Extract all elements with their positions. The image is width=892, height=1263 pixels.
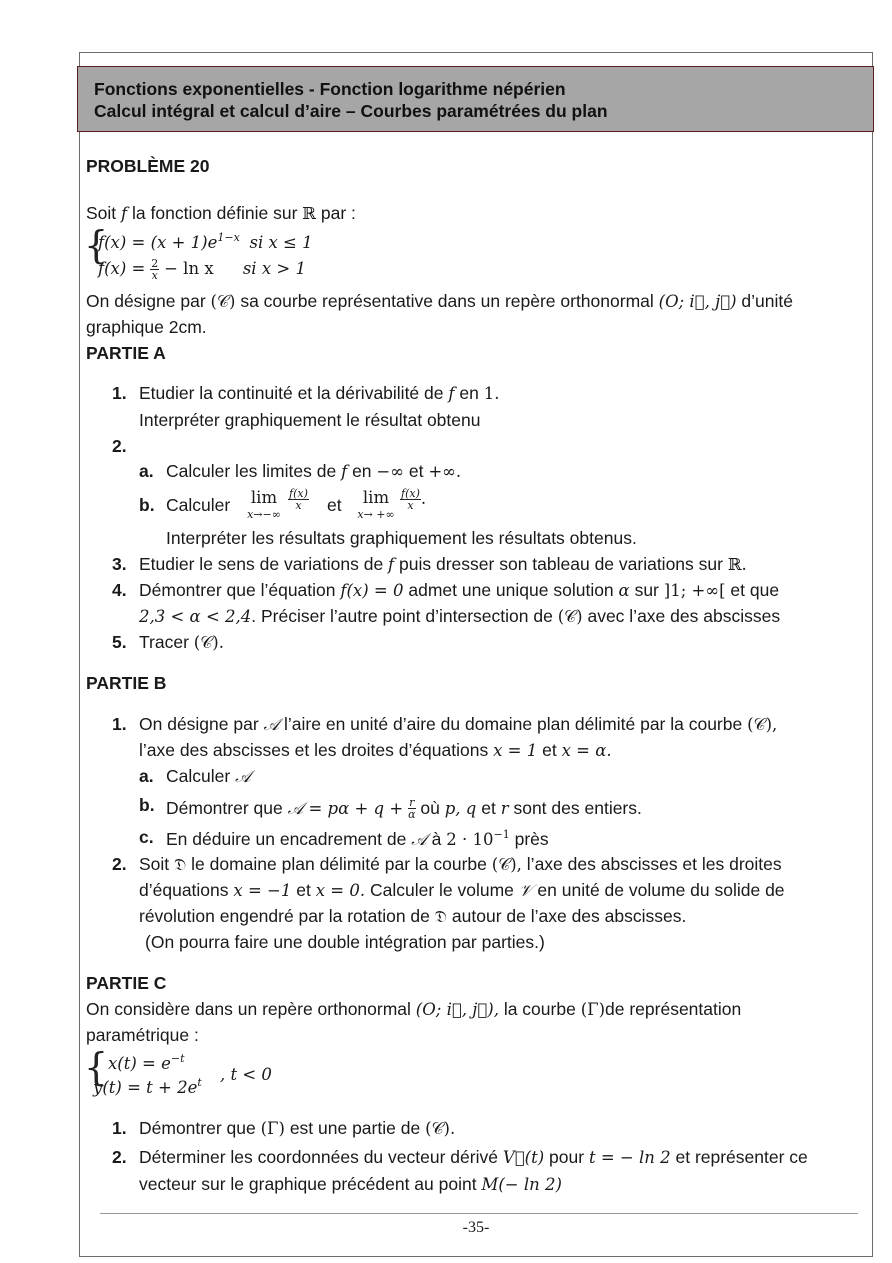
partC-q1-text: Démontrer que (Γ) est une partie de (𝒞).	[139, 1118, 456, 1138]
partC-intro-line2: paramétrique :	[86, 1025, 199, 1045]
partB-q2-number: 2.	[112, 854, 127, 874]
param-system-brace: {	[84, 1045, 109, 1089]
partB-qb-text: Démontrer que 𝒜 = pα + q + $\frac{r}{\alpha}$ où p, q et r sont des entiers.	[166, 796, 642, 821]
partA-q1-text: Etudier la continuité et la dérivabilité de f en 1.	[139, 383, 500, 403]
piecewise-case-2: f(x) = $\frac{2}{x}$ − ln x si x > 1	[98, 257, 306, 282]
partB-qb-label: b.	[139, 795, 155, 815]
partB-q2-line3: révolution engendré par la rotation de 𝔇 autour de l’axe des abscisses.	[139, 906, 687, 926]
piecewise-case-1: $f(x) = (x + 1)e^{1-x}$ si x ≤ 1	[98, 231, 313, 252]
partA-q2b-label: b.	[139, 495, 155, 515]
param-x: $x(t) = e^{-t}$	[108, 1052, 185, 1073]
partB-q2-text: Soit 𝔇 le domaine plan délimité par la courbe (𝒞), l’axe des abscisses et les droites	[139, 854, 782, 874]
fraction-1: $\frac{f(x)}{x}$	[289, 487, 308, 512]
partC-intro: On considère dans un repère orthonormal (O; i⃗, j⃗), la courbe (Γ)de représentation	[86, 999, 742, 1019]
system-brace: {	[84, 223, 109, 267]
partB-qa-label: a.	[139, 766, 154, 786]
header-line-2: Calcul intégral et calcul d’aire – Courbes paramétrées du plan	[94, 101, 608, 121]
page-number: -35-	[462, 1219, 490, 1236]
partA-q1-number: 1.	[112, 383, 127, 403]
partB-q1-text: On désigne par 𝒜 l’aire en unité d’aire du domaine plan délimité par la courbe (𝒞),	[139, 714, 778, 734]
partB-title: PARTIE B	[86, 673, 167, 693]
partC-q2-line2: vecteur sur le graphique précédent au point M(− ln 2)	[139, 1174, 562, 1194]
partA-q2a-label: a.	[139, 461, 154, 481]
header-line-1: Fonctions exponentielles - Fonction logarithme népérien	[94, 79, 566, 99]
partC-q2-number: 2.	[112, 1147, 127, 1167]
partA-q4-line2: 2,3 < α < 2,4. Préciser l’autre point d’intersection de (𝒞) avec l’axe des abscisses	[139, 606, 781, 626]
partA-q2b-calculer: Calculer	[166, 495, 231, 515]
fraction-2: $\frac{f(x)}{x}$ .	[401, 487, 427, 512]
partA-q2a-text: Calculer les limites de f en −∞ et +∞.	[166, 461, 462, 481]
partA-q4-number: 4.	[112, 580, 127, 600]
partA-q3-number: 3.	[112, 554, 127, 574]
limit-1: lim x→−∞	[247, 488, 281, 521]
problem-title: PROBLÈME 20	[86, 156, 210, 176]
intro-line-3: On désigne par (𝒞) sa courbe représentative dans un repère orthonormal (O; i⃗, j⃗) d’unité	[86, 291, 793, 311]
footer-rule	[100, 1213, 858, 1214]
partA-q4-text: Démontrer que l’équation f(x) = 0 admet une unique solution α sur ]1; +∞[ et que	[139, 580, 780, 600]
limit-2: lim x→ +∞	[357, 488, 395, 521]
partB-q2-line4: (On pourra faire une double intégration par parties.)	[145, 932, 545, 952]
partB-qc-text: En déduire un encadrement de 𝒜 à $2 \cdot 10^{-1}$ près	[166, 828, 549, 849]
partB-qc-label: c.	[139, 827, 154, 847]
partA-q2b-et: et	[327, 495, 342, 515]
partC-title: PARTIE C	[86, 973, 167, 993]
chapter-header	[77, 66, 874, 132]
partA-q3-text: Etudier le sens de variations de f puis dresser son tableau de variations sur ℝ.	[139, 554, 747, 574]
partB-q1-number: 1.	[112, 714, 127, 734]
partC-q1-number: 1.	[112, 1118, 127, 1138]
partA-title: PARTIE A	[86, 343, 166, 363]
partA-q5-text: Tracer (𝒞).	[139, 632, 224, 652]
param-condition: , t < 0	[220, 1065, 272, 1084]
partA-q2-number: 2.	[112, 436, 127, 456]
partB-q1-line2: l’axe des abscisses et les droites d’équations x = 1 et x = α.	[139, 740, 612, 760]
partB-q2-line2: d’équations x = −1 et x = 0. Calculer le volume 𝒱 en unité de volume du solide de	[139, 880, 785, 900]
partA-q1-line2: Interpréter graphiquement le résultat obtenu	[139, 410, 481, 430]
intro-line-4: graphique 2cm.	[86, 317, 207, 337]
intro-line-1: Soit f la fonction définie sur ℝ par :	[86, 203, 356, 223]
partB-qa-text: Calculer 𝒜	[166, 766, 251, 786]
partA-q2b-line2: Interpréter les résultats graphiquement les résultats obtenus.	[166, 528, 637, 548]
partA-q5-number: 5.	[112, 632, 127, 652]
param-y: $y(t) = t + 2e^t$	[93, 1076, 202, 1097]
partC-q2-text: Déterminer les coordonnées du vecteur dérivé V⃗(t) pour t = − ln 2 et représenter ce	[139, 1147, 808, 1167]
